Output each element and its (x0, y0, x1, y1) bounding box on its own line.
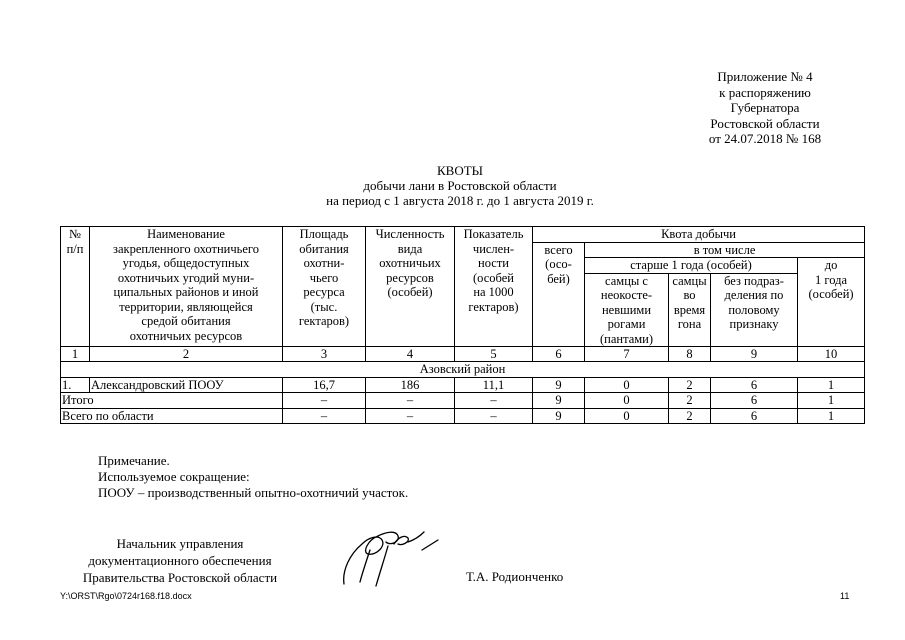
column-number-row (61, 347, 865, 362)
column-number: 3 (283, 347, 366, 362)
header-row (61, 227, 865, 243)
grand-total-label: Всего по области (61, 408, 283, 424)
column-number: 10 (798, 347, 865, 362)
subtotal-no-sex-division: 6 (711, 393, 798, 409)
row-num: 1. (61, 377, 90, 393)
row-males-rut: 2 (669, 377, 711, 393)
column-number: 2 (90, 347, 283, 362)
file-path: Y:\ORST\Rgo\0724r168.f18.docx (60, 591, 192, 601)
grand-total-row (61, 408, 865, 424)
page-number: 11 (840, 591, 850, 601)
header-including: в том числе (585, 242, 865, 258)
subtotal-total: 9 (533, 393, 585, 409)
subtotal-males-antlers: 0 (585, 393, 669, 409)
column-number: 6 (533, 347, 585, 362)
appendix-line: Губернатора (730, 100, 800, 115)
quota-table (60, 226, 865, 424)
document-heading (270, 163, 650, 208)
appendix-line: Ростовской области (710, 115, 820, 131)
note-heading: Примечание. (98, 453, 170, 468)
handwritten-signature (338, 520, 448, 592)
signatory-title: Начальник управления документационного обеспечения Правительства Ростовской области (82, 536, 278, 585)
note-line: Используемое сокращение: (98, 469, 250, 484)
section-row (61, 362, 865, 378)
header-total: всего (осо- бей) (533, 242, 585, 347)
header-males-antlers: самцы с неокосте- невшими рогами (пантами) (585, 273, 669, 347)
section-title: Азовский район (61, 362, 865, 378)
subtotal-count: – (366, 393, 455, 409)
notes-block (98, 453, 408, 501)
grand-total-males-antlers: 0 (585, 408, 669, 424)
header-density: Показатель числен- ности (особей на 1000 гектаров) (455, 227, 533, 347)
column-number: 9 (711, 347, 798, 362)
row-area: 16,7 (283, 377, 366, 393)
subtotal-males-rut: 2 (669, 393, 711, 409)
header-no-sex-division: без подраз- деления по половому признаку (711, 273, 798, 347)
row-density: 11,1 (455, 377, 533, 393)
header-num: № п/п (61, 227, 90, 347)
appendix-block (650, 69, 880, 147)
row-under-one-year: 1 (798, 377, 865, 393)
row-count: 186 (366, 377, 455, 393)
grand-total-total: 9 (533, 408, 585, 424)
grand-total-males-rut: 2 (669, 408, 711, 424)
column-number: 1 (61, 347, 90, 362)
grand-total-density: – (455, 408, 533, 424)
subtotal-label: Итого (61, 393, 283, 409)
document-period: на период с 1 августа 2018 г. до 1 августа 2019 г. (326, 193, 594, 208)
appendix-line: к распоряжению (719, 84, 811, 100)
row-name: Александровский ПООУ (90, 377, 283, 393)
row-total: 9 (533, 377, 585, 393)
header-area: Площадь обитания охотни- чьего ресурса (тыс. гектаров) (283, 227, 366, 347)
note-line: ПООУ – производственный опытно-охотничий участок. (98, 485, 409, 500)
column-number: 7 (585, 347, 669, 362)
header-males-rut: самцы во время гона (669, 273, 711, 347)
grand-total-under-one-year: 1 (798, 408, 865, 424)
column-number: 5 (455, 347, 533, 362)
header-count: Численность вида охотничьих ресурсов (особей) (366, 227, 455, 347)
grand-total-count: – (366, 408, 455, 424)
subtotal-row (61, 393, 865, 409)
header-older: старше 1 года (особей) (585, 258, 798, 274)
header-quota: Квота добычи (533, 227, 865, 243)
table-row (61, 377, 865, 393)
subtotal-under-one-year: 1 (798, 393, 865, 409)
header-under-one-year: до 1 года (особей) (798, 258, 865, 347)
document-subtitle: добычи лани в Ростовской области (363, 178, 557, 193)
row-no-sex-division: 6 (711, 377, 798, 393)
column-number: 8 (669, 347, 711, 362)
column-number: 4 (366, 347, 455, 362)
header-name: Наименование закрепленного охотничьего угодья, общедоступных охотничьих угодий муни- ципальных районов и иной территории, являющейся средой обитания охотничьих ресурсов (90, 227, 283, 347)
appendix-line: Приложение № 4 (717, 69, 813, 84)
document-title: КВОТЫ (436, 163, 483, 178)
grand-total-area: – (283, 408, 366, 424)
row-males-antlers: 0 (585, 377, 669, 393)
appendix-line: от 24.07.2018 № 168 (708, 131, 822, 146)
signatory-name: Т.А. Родионченко (466, 569, 564, 584)
grand-total-no-sex-division: 6 (711, 408, 798, 424)
subtotal-area: – (283, 393, 366, 409)
subtotal-density: – (455, 393, 533, 409)
